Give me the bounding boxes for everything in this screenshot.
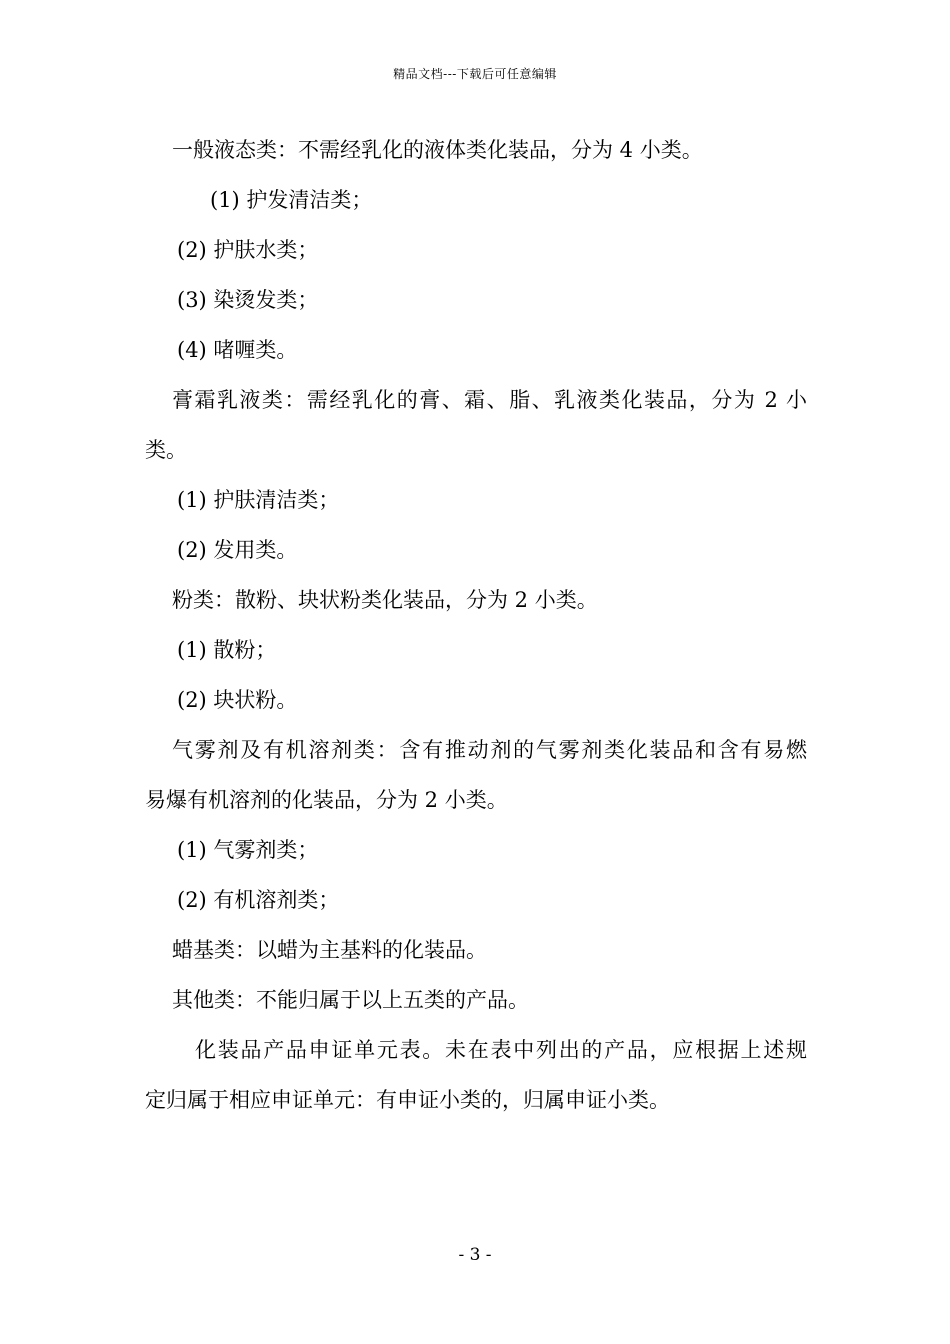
paragraph-line: 膏霜乳液类：需经乳化的膏、霜、脂、乳液类化装品，分为 2 小 bbox=[172, 388, 807, 412]
paragraph-line: 蜡基类：以蜡为主基料的化装品。 bbox=[172, 938, 487, 962]
paragraph-line: 一般液态类：不需经乳化的液体类化装品，分为 4 小类。 bbox=[172, 138, 703, 162]
list-item: (2) 发用类。 bbox=[177, 538, 298, 562]
paragraph-line: 类。 bbox=[145, 438, 187, 462]
list-item: (1) 护肤清洁类； bbox=[177, 488, 340, 512]
list-item: (2) 有机溶剂类； bbox=[177, 888, 340, 912]
list-item: (1) 散粉； bbox=[177, 638, 277, 662]
paragraph-line: 易爆有机溶剂的化装品，分为 2 小类。 bbox=[145, 788, 508, 812]
list-item: (1) 气雾剂类； bbox=[177, 838, 319, 862]
paragraph-line: 定归属于相应申证单元：有申证小类的，归属申证小类。 bbox=[145, 1088, 670, 1112]
page-header: 精品文档---下载后可任意编辑 bbox=[393, 67, 557, 81]
list-item: (2) 护肤水类； bbox=[177, 238, 319, 262]
paragraph-line: 化装品产品申证单元表。未在表中列出的产品，应根据上述规 bbox=[195, 1038, 807, 1062]
paragraph-line: 粉类：散粉、块状粉类化装品，分为 2 小类。 bbox=[172, 588, 598, 612]
list-item: (1) 护发清洁类； bbox=[210, 188, 373, 212]
paragraph-line: 其他类：不能归属于以上五类的产品。 bbox=[172, 988, 529, 1012]
paragraph-line: 气雾剂及有机溶剂类：含有推动剂的气雾剂类化装品和含有易燃 bbox=[172, 738, 807, 762]
list-item: (3) 染烫发类； bbox=[177, 288, 319, 312]
list-item: (4) 啫喱类。 bbox=[177, 338, 298, 362]
list-item: (2) 块状粉。 bbox=[177, 688, 298, 712]
page-number: - 3 - bbox=[458, 1245, 492, 1265]
